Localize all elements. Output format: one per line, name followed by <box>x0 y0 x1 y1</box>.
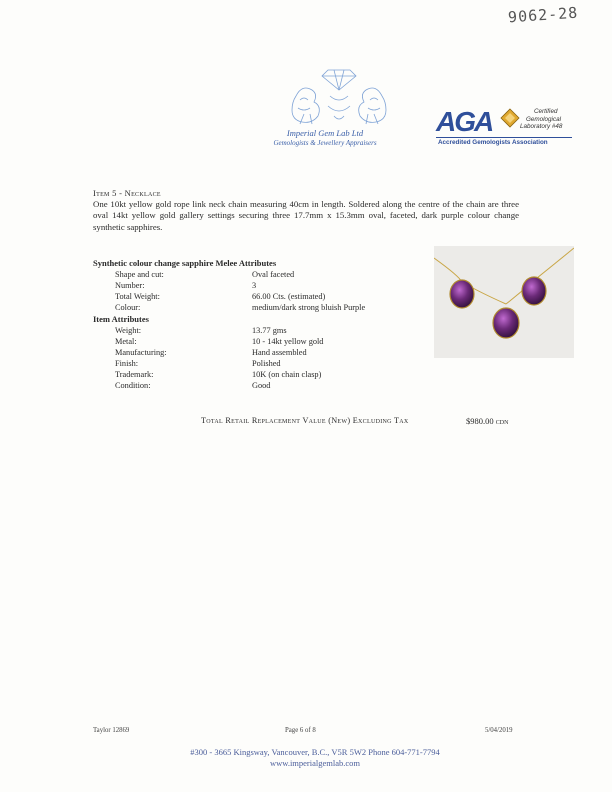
footer-page-number: Page 6 of 8 <box>285 727 316 734</box>
footer-date: 5/04/2019 <box>485 727 513 734</box>
attribute-value: 13.77 gms <box>252 326 287 335</box>
aga-certification: Certified Gemological Laboratory #48 <box>520 108 563 130</box>
attribute-value: Hand assembled <box>252 348 307 357</box>
lion-crest-icon <box>268 66 410 130</box>
necklace-gems-icon <box>434 246 574 358</box>
total-currency: CDN <box>495 420 509 426</box>
lab-subtitle: Gemologists & Jewellery Appraisers <box>273 139 377 147</box>
necklace-photo <box>434 246 574 358</box>
attribute-label: Colour: <box>115 303 141 312</box>
handwritten-reference: 9062-28 <box>507 3 579 27</box>
attribute-value: 66.00 Cts. (estimated) <box>252 292 326 301</box>
item-attributes-heading: Item Attributes <box>93 314 149 324</box>
attribute-row <box>0 325 430 336</box>
attribute-label: Condition: <box>115 381 151 390</box>
attribute-row <box>0 347 430 358</box>
attribute-row <box>0 380 430 391</box>
footer-client: Taylor 12869 <box>93 727 130 734</box>
attribute-label: Weight: <box>115 326 142 335</box>
lab-name: Imperial Gem Lab Ltd <box>286 128 364 138</box>
attribute-value: Good <box>252 381 271 390</box>
footer-website[interactable]: www.imperialgemlab.com <box>269 758 361 768</box>
attribute-row <box>0 291 430 302</box>
total-value <box>466 416 508 426</box>
footer-address: #300 - 3665 Kingsway, Vancouver, B.C., V5R 5W2 Phone 604-771-7794 <box>190 747 440 757</box>
attribute-label: Number: <box>115 281 145 290</box>
total-amount: $980.00 <box>466 416 494 426</box>
attribute-label: Total Weight: <box>115 292 160 301</box>
item-description: One 10kt yellow gold rope link neck chain measuring 40cm in length. Soldered along the centre of the chain are three oval 14kt yellow gold gallery settings securing three 17.7mm x 15.3mm oval, faceted, dark purple colour change synthetic sapphires. <box>93 199 519 232</box>
item-title: Item 5 - Necklace <box>93 188 161 198</box>
attribute-label: Manufacturing: <box>115 348 167 357</box>
attribute-value: 10K (on chain clasp) <box>252 370 322 379</box>
attribute-row <box>0 358 430 369</box>
attribute-value: medium/dark strong bluish Purple <box>252 303 366 312</box>
attribute-label: Shape and cut: <box>115 270 164 279</box>
aga-association: Accredited Gemologists Association <box>438 139 548 146</box>
gem-badge-icon <box>500 108 520 128</box>
attribute-value: 10 - 14kt yellow gold <box>252 337 324 346</box>
aga-letters: AGA <box>436 106 493 137</box>
aga-divider <box>436 137 572 138</box>
attribute-row <box>0 280 430 291</box>
attribute-label: Trademark: <box>115 370 154 379</box>
aga-logo <box>436 104 572 148</box>
attribute-label: Finish: <box>115 359 139 368</box>
attribute-value: 3 <box>252 281 257 290</box>
attribute-row <box>0 269 430 280</box>
attribute-value: Polished <box>252 359 281 368</box>
attribute-row <box>0 369 430 380</box>
attribute-row <box>0 302 430 313</box>
total-value-label: Total Retail Replacement Value (New) Excluding Tax <box>201 416 409 425</box>
melee-attributes-heading: Synthetic colour change sapphire Melee Attributes <box>93 258 277 268</box>
attribute-value: Oval faceted <box>252 270 295 279</box>
attribute-label: Metal: <box>115 337 137 346</box>
attribute-row <box>0 336 430 347</box>
